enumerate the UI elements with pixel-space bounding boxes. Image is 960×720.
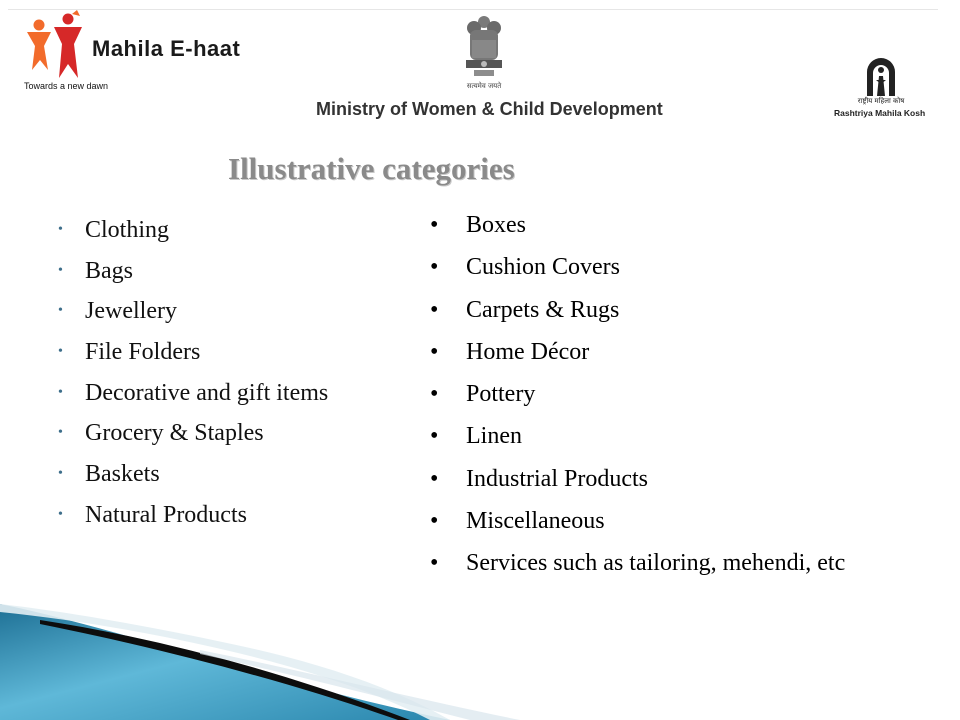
brand-name: Mahila E-haat	[92, 36, 241, 61]
emblem-motto: सत्यमेव जयते	[466, 82, 502, 90]
brand-tagline: Towards a new dawn	[24, 81, 109, 91]
ministry-name: Ministry of Women & Child Development	[316, 99, 663, 119]
category-item: • Bags	[58, 253, 328, 294]
category-item: • Carpets & Rugs	[430, 290, 845, 332]
bottom-wave-decoration	[0, 590, 960, 720]
category-item: • Natural Products	[58, 497, 328, 538]
category-item: • Miscellaneous	[430, 501, 845, 543]
rmk-hindi-name: राष्ट्रीय महिला कोष	[857, 97, 905, 105]
category-item: • Baskets	[58, 456, 328, 497]
category-item: • Boxes	[430, 205, 845, 247]
category-list-left	[58, 212, 328, 538]
category-item: • Cushion Covers	[430, 247, 845, 289]
category-item: • Industrial Products	[430, 459, 845, 501]
category-item: • Decorative and gift items	[58, 375, 328, 416]
category-list-right	[430, 205, 845, 586]
rashtriya-mahila-kosh-icon	[864, 56, 898, 96]
category-item: • Clothing	[58, 212, 328, 253]
category-item: • Home Décor	[430, 332, 845, 374]
category-item: • Services such as tailoring, mehendi, etc	[430, 543, 845, 585]
category-item: • Grocery & Staples	[58, 415, 328, 456]
rmk-name: Rashtriya Mahila Kosh	[834, 108, 926, 118]
national-emblem-icon	[460, 14, 508, 84]
category-item: • File Folders	[58, 334, 328, 375]
category-item: • Pottery	[430, 374, 845, 416]
category-item: • Linen	[430, 416, 845, 458]
slide-title: Illustrative categories	[228, 151, 515, 186]
category-item: • Jewellery	[58, 293, 328, 334]
